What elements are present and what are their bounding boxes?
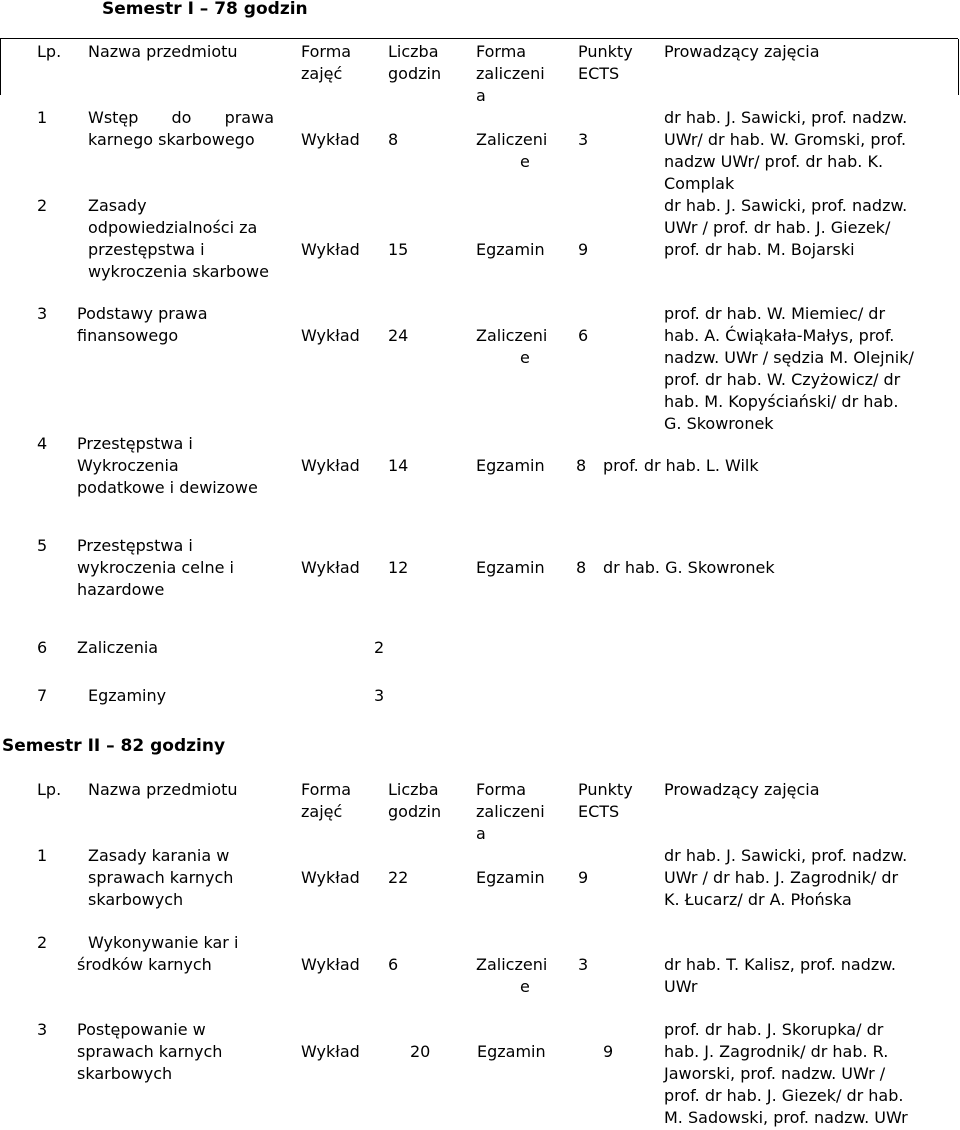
row-name-line: środków karnych	[77, 955, 212, 974]
row-lecturer-line: Jaworski, prof. nadzw. UWr /	[664, 1064, 886, 1083]
row-pass-line: e	[520, 977, 530, 996]
row-lecturer-line: nadzw UWr/ prof. dr hab. K.	[664, 152, 884, 171]
row-lp: 3	[37, 1020, 48, 1039]
row-lecturer-line: M. Sadowski, prof. nadzw. UWr	[664, 1108, 908, 1127]
row-name-line: hazardowe	[77, 580, 165, 599]
row-name-line: wykroczenia skarbowe	[88, 262, 269, 281]
row-ects: 3	[578, 955, 589, 974]
row-ects: 8	[576, 558, 587, 577]
row-name-line: Wstęp do prawa	[88, 108, 274, 127]
summary-lp: 6	[37, 638, 48, 657]
header-pass-1: Forma	[476, 42, 527, 61]
row-lecturer-line: G. Skowronek	[664, 414, 774, 433]
row-lecturer-line: dr hab. G. Skowronek	[603, 558, 775, 577]
row-lecturer-line: prof. dr hab. W. Miemiec/ dr	[664, 304, 886, 323]
row-ects: 9	[578, 868, 589, 887]
row-form: Wykład	[301, 558, 360, 577]
header-form-1: Forma	[301, 42, 352, 61]
row-ects: 9	[603, 1042, 614, 1061]
row-pass-line: Egzamin	[477, 1042, 546, 1061]
row-lp: 3	[37, 304, 48, 323]
row-name-line: sprawach karnych	[88, 868, 234, 887]
row-hours: 14	[388, 456, 409, 475]
row-pass-line: Zaliczeni	[476, 326, 548, 345]
row-pass-line: Zaliczeni	[476, 955, 548, 974]
row-name-line: przestępstwa i	[88, 240, 205, 259]
row-hours: 20	[410, 1042, 431, 1061]
row-form: Wykład	[301, 1042, 360, 1061]
row-name-line: Zasady karania w	[88, 846, 230, 865]
summary-lp: 7	[37, 686, 48, 705]
row-lp: 4	[37, 434, 48, 453]
header-pass-2: zaliczeni	[476, 64, 545, 83]
row-hours: 8	[388, 130, 399, 149]
row-lp: 5	[37, 536, 48, 555]
header-name: Nazwa przedmiotu	[88, 780, 238, 799]
row-ects: 6	[578, 326, 589, 345]
header-pass-3: a	[476, 824, 486, 843]
row-name-line: sprawach karnych	[77, 1042, 223, 1061]
header-ects-2: ECTS	[578, 64, 620, 83]
row-form: Wykład	[301, 326, 360, 345]
header-pass-3: a	[476, 86, 486, 105]
row-lecturer-line: hab. M. Kopyściański/ dr hab.	[664, 392, 899, 411]
row-lecturer-line: dr hab. J. Sawicki, prof. nadzw.	[664, 196, 908, 215]
row-pass-line: Zaliczeni	[476, 130, 548, 149]
header-top-border	[0, 38, 958, 39]
header-form-1: Forma	[301, 780, 352, 799]
row-pass-line: e	[520, 152, 530, 171]
row-lecturer-line: Complak	[664, 174, 735, 193]
summary-value: 2	[374, 638, 385, 657]
row-name-line: Przestępstwa i	[77, 434, 193, 453]
row-lp: 2	[37, 196, 48, 215]
row-name-line: skarbowych	[88, 890, 184, 909]
row-lp: 1	[37, 846, 48, 865]
row-lecturer-line: prof. dr hab. J. Skorupka/ dr	[664, 1020, 884, 1039]
summary-label: Zaliczenia	[77, 638, 159, 657]
row-lecturer-line: dr hab. T. Kalisz, prof. nadzw.	[664, 955, 896, 974]
header-form-2: zajęć	[301, 64, 343, 83]
semester-2-heading: Semestr II – 82 godziny	[2, 736, 226, 756]
semester-1-heading: Semestr I – 78 godzin	[102, 0, 308, 19]
row-pass-line: Egzamin	[476, 558, 545, 577]
header-hours-2: godzin	[388, 802, 442, 821]
row-pass-line: Egzamin	[476, 868, 545, 887]
header-lp: Lp.	[37, 42, 62, 61]
row-ects: 8	[576, 456, 587, 475]
row-lecturer-line: UWr / prof. dr hab. J. Giezek/	[664, 218, 891, 237]
row-name-line: karnego skarbowego	[88, 130, 255, 149]
row-lecturer-line: K. Łucarz/ dr A. Płońska	[664, 890, 852, 909]
row-name-line: Wykonywanie kar i	[88, 933, 239, 952]
row-name-line: finansowego	[77, 326, 179, 345]
row-name-line: wykroczenia celne i	[77, 558, 234, 577]
header-hours-1: Liczba	[388, 780, 439, 799]
header-pass-1: Forma	[476, 780, 527, 799]
header-ects-1: Punkty	[578, 780, 633, 799]
header-border-left	[0, 39, 1, 95]
row-lecturer-line: prof. dr hab. J. Giezek/ dr hab.	[664, 1086, 904, 1105]
summary-label: Egzaminy	[88, 686, 167, 705]
header-lecturer: Prowadzący zajęcia	[664, 780, 820, 799]
row-lecturer-line: prof. dr hab. W. Czyżowicz/ dr	[664, 370, 901, 389]
row-hours: 15	[388, 240, 409, 259]
row-ects: 3	[578, 130, 589, 149]
row-lp: 1	[37, 108, 48, 127]
row-lecturer-line: hab. A. Ćwiąkała-Małys, prof.	[664, 326, 895, 345]
row-lecturer-line: UWr/ dr hab. W. Gromski, prof.	[664, 130, 907, 149]
row-name-line: skarbowych	[77, 1064, 173, 1083]
header-hours-1: Liczba	[388, 42, 439, 61]
row-name-line: Podstawy prawa	[77, 304, 208, 323]
header-lp: Lp.	[37, 780, 62, 799]
row-name-line: Przestępstwa i	[77, 536, 193, 555]
row-lecturer-line: dr hab. J. Sawicki, prof. nadzw.	[664, 108, 908, 127]
row-lecturer-line: UWr / dr hab. J. Zagrodnik/ dr	[664, 868, 899, 887]
row-pass-line: e	[520, 348, 530, 367]
row-name-line: odpowiedzialności za	[88, 218, 258, 237]
header-name: Nazwa przedmiotu	[88, 42, 238, 61]
row-pass-line: Egzamin	[476, 240, 545, 259]
row-lecturer-line: hab. J. Zagrodnik/ dr hab. R.	[664, 1042, 889, 1061]
row-lecturer-line: dr hab. J. Sawicki, prof. nadzw.	[664, 846, 908, 865]
row-form: Wykład	[301, 955, 360, 974]
row-lecturer-line: prof. dr hab. M. Bojarski	[664, 240, 855, 259]
row-form: Wykład	[301, 456, 360, 475]
row-name-line: Zasady	[88, 196, 147, 215]
row-form: Wykład	[301, 130, 360, 149]
row-lecturer-line: prof. dr hab. L. Wilk	[603, 456, 759, 475]
row-hours: 6	[388, 955, 399, 974]
header-ects-2: ECTS	[578, 802, 620, 821]
row-name-line: Wykroczenia	[77, 456, 179, 475]
row-form: Wykład	[301, 240, 360, 259]
row-pass-line: Egzamin	[476, 456, 545, 475]
row-hours: 22	[388, 868, 409, 887]
header-border-right	[958, 39, 959, 95]
header-pass-2: zaliczeni	[476, 802, 545, 821]
row-form: Wykład	[301, 868, 360, 887]
header-ects-1: Punkty	[578, 42, 633, 61]
header-form-2: zajęć	[301, 802, 343, 821]
row-hours: 12	[388, 558, 409, 577]
row-hours: 24	[388, 326, 409, 345]
row-lp: 2	[37, 933, 48, 952]
row-ects: 9	[578, 240, 589, 259]
header-hours-2: godzin	[388, 64, 442, 83]
row-lecturer-line: UWr	[664, 977, 698, 996]
row-name-line: podatkowe i dewizowe	[77, 478, 258, 497]
header-lecturer: Prowadzący zajęcia	[664, 42, 820, 61]
row-lecturer-line: nadzw. UWr / sędzia M. Olejnik/	[664, 348, 914, 367]
row-name-line: Postępowanie w	[77, 1020, 206, 1039]
summary-value: 3	[374, 686, 385, 705]
